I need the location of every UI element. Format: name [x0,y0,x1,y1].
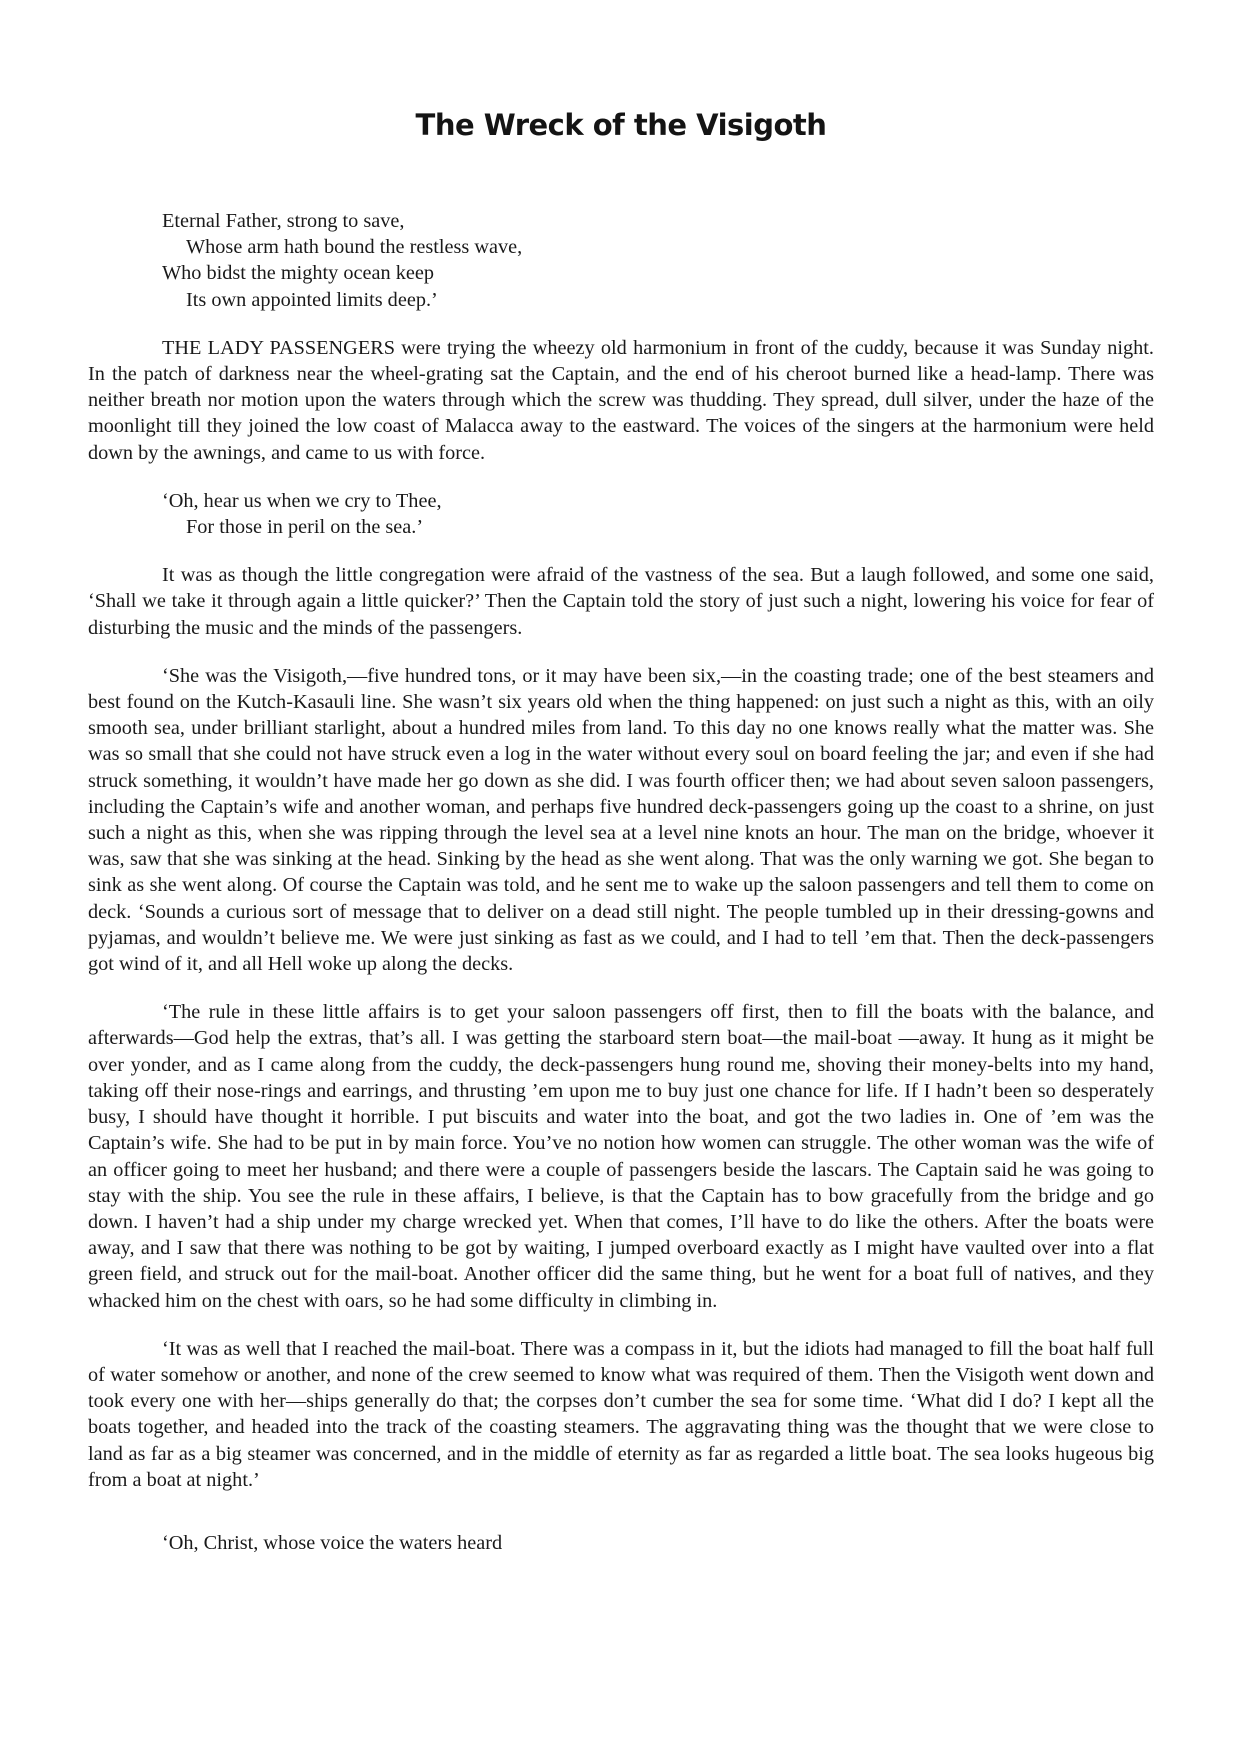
verse-line: Whose arm hath bound the restless wave, [186,236,523,259]
paragraph: It was as though the little congregation were afraid of the vastness of the sea. But a laugh followed, and some one said, ‘Shall we take it through again a little quicker?’ Then the Captain told the story of just such a night, lowering his voice for fear of disturbing the music and the minds of the passengers. [88,564,1154,639]
verse-stanza [162,1530,1154,1556]
verse-line: ‘Oh, Christ, whose voice the waters heard [162,1531,503,1554]
paragraph: ‘It was as well that I reached the mail-boat. There was a compass in it, but the idiots had managed to fill the boat half full of water somehow or another, and none of the crew seemed to know what was required of them. Then the Visigoth went down and took every one with her—ships generally do that; the corpses don’t cumber the sea for some time. ‘What did I do? I kept all the boats together, and headed into the track of the coasting steamers. The aggravating thing was the thought that we were close to land as far as a big steamer was concerned, and in the middle of eternity as far as regarded a little boat. The sea looks hugeous big from a boat at night.’ [88,1337,1154,1491]
verse-line: Eternal Father, strong to save, [162,210,405,232]
verse-stanza [162,488,1154,540]
verse-line: ‘Oh, hear us when we cry to Thee, [162,489,442,512]
verse-line: Who bidst the mighty ocean keep [162,262,435,285]
document-body [88,208,1154,1578]
paragraph: ‘The rule in these little affairs is to get your saloon passengers off first, then to fill the boats with the balance, and afterwards—God help the extras, that’s all. I was getting the starboard stern boat—the mail-boat —away. It hung as it might be over yonder, and as I came along from the cuddy, the deck-passengers hung round me, shoving their money-belts into my hand, taking off their nose-rings and earrings, and thrusting ’em upon me to buy just one chance for life. If I hadn’t been so desperately busy, I should have thought it horrible. I put biscuits and water into the boat, and got the two ladies in. One of ’em was the Captain’s wife. She had to be put in by main force. You’ve no notion how women can struggle. The other woman was the wife of an officer going to meet her husband; and there were a couple of passengers beside the lascars. The Captain said he was going to stay with the ship. You see the rule in these affairs, I believe, is that the Captain has to bow gracefully from the bridge and go down. I haven’t had a ship under my charge wrecked yet. When that comes, I’ll have to do like the others. After the boats were away, and I saw that there was nothing to be got by waiting, I jumped overboard exactly as I might have vaulted over into a flat green field, and struck out for the mail-boat. Another officer did the same thing, but he went for a boat full of natives, and they whacked him on the chest with oars, so he had some difficulty in climbing in. [88,1001,1154,1312]
paragraph: THE LADY PASSENGERS were trying the wheezy old harmonium in front of the cuddy, because it was Sunday night. In the patch of darkness near the wheel-grating sat the Captain, and the end of his cheroot burned like a head-lamp. There was neither breath nor motion upon the waters through which the screw was thudding. They spread, dull silver, under the haze of the moonlight till they joined the low coast of Malacca away to the eastward. The voices of the singers at the harmonium were held down by the awnings, and came to us with force. [88,336,1154,464]
paragraph: ‘She was the Visigoth,—five hundred tons, or it may have been six,—in the coasting trade; one of the best steamers and best found on the Kutch-Kasauli line. She wasn’t six years old when the thing happened: on just such a night as this, with an oily smooth sea, under brilliant starlight, about a hundred miles from land. To this day no one knows really what the matter was. She was so small that she could not have struck even a log in the water without every soul on board feeling the jar; and even if she had struck something, it wouldn’t have made her go down as she did. I was fourth officer then; we had about seven saloon passengers, including the Captain’s wife and another woman, and perhaps five hundred deck-passengers going up the coast to a shrine, on just such a night as this, when she was ripping through the level sea at a level nine knots an hour. The man on the bridge, whoever it was, saw that she was sinking at the head. Sinking by the head as she went along. That was the only warning we got. She began to sink as she went along. Of course the Captain was told, and he sent me to wake up the saloon passengers and tell them to come on deck. ‘Sounds a curious sort of message that to deliver on a dead still night. The people tumbled up in their dressing-gowns and pyjamas, and wouldn’t believe me. We were just sinking as fast as we could, and I had to tell ’em that. Then the deck-passengers got wind of it, and all Hell woke up along the decks. [88,664,1154,976]
document-title: The Wreck of the Visigoth [415,108,827,142]
verse-stanza [162,208,1154,313]
verse-line: Its own appointed limits deep.’ [186,288,438,311]
verse-line: For those in peril on the sea.’ [186,516,424,539]
